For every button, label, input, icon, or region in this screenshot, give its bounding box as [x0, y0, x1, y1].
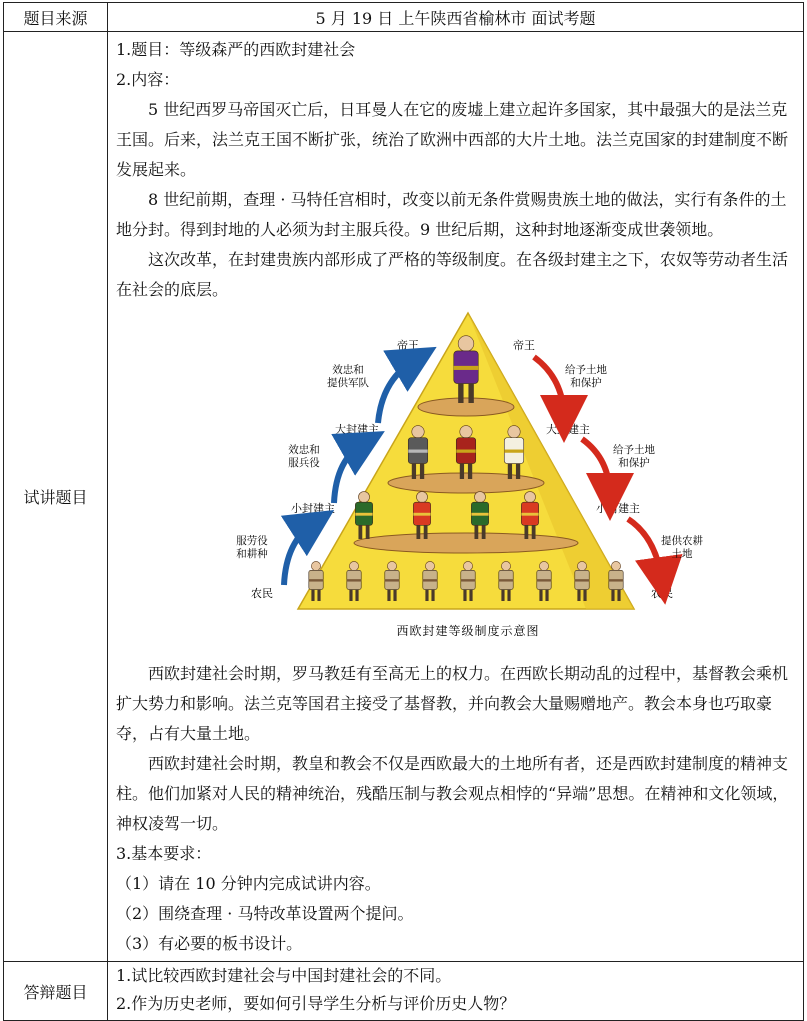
left-small-lord-label: 小封建主 — [291, 503, 335, 515]
paragraph-5: 西欧封建社会时期，教皇和教会不仅是西欧最大的土地所有者，还是西欧封建制度的精神支柱。他们加紧对人民的精神统治，残酷压制与教会观点相悖的“异端”思想。在精神和文化领域，神权凌驾一切。 — [116, 754, 789, 833]
left-great-lord-label: 大封建主 — [335, 424, 379, 436]
requirements-heading: 3.基本要求： — [116, 844, 212, 863]
left-arrow-1-text-b: 提供军队 — [327, 377, 369, 389]
left-arrow-1-text-a: 效忠和 — [332, 364, 364, 376]
defense-question-2: 2.作为历史老师，要如何引导学生分析与评价历史人物？ — [116, 994, 516, 1013]
left-arrow-2-text-b: 服兵役 — [288, 457, 320, 469]
right-great-lord-label: 大封建主 — [546, 424, 590, 436]
left-arrow-3-text-b: 和耕种 — [236, 548, 268, 560]
right-arrow-2 — [582, 439, 610, 497]
paragraph-1: 5 世纪西罗马帝国灭亡后，日耳曼人在它的废墟上建立起许多国家，其中最强大的是法兰克王国。后来，法兰克王国不断扩张，统治了欧洲中西部的大片土地。法兰克国家的封建制度不断发展起来。 — [116, 100, 789, 179]
right-arrow-3-text-b: 土地 — [671, 548, 693, 560]
source-value: 5 月 19 日 上午陕西省榆林市 面试考题 — [108, 3, 804, 32]
hierarchy-diagram — [116, 309, 796, 659]
right-arrow-3-text-a: 提供农耕 — [661, 535, 703, 547]
paragraph-2: 8 世纪前期，查理 · 马特任宫相时，改变以前无条件赏赐贵族土地的做法，实行有条件的土地分封。得到封地的人必须为封主服兵役。9 世纪后期，这种封地逐渐变成世袭领地。 — [116, 190, 787, 239]
right-arrow-1 — [534, 357, 564, 419]
right-peasant-label: 农民 — [651, 588, 673, 600]
left-peasant-label: 农民 — [251, 588, 273, 600]
paragraph-3: 这次改革，在封建贵族内部形成了严格的等级制度。在各级封建主之下，农奴等劳动者生活在社会的底层。 — [116, 250, 789, 299]
defense-question-1: 1.试比较西欧封建社会与中国封建社会的不同。 — [116, 966, 452, 985]
left-arrow-2-text-a: 效忠和 — [288, 444, 320, 456]
great-lord-platform — [388, 473, 544, 493]
right-arrow-2-text-b: 和保护 — [618, 457, 650, 469]
header-row — [4, 3, 804, 32]
defense-content — [108, 962, 804, 1021]
source-label: 题目来源 — [4, 3, 108, 32]
lecture-title: 1.题目：等级森严的西欧封建社会 — [116, 40, 356, 59]
right-king-label: 帝王 — [513, 340, 535, 352]
lecture-row — [4, 32, 804, 962]
hierarchy-figure — [116, 309, 793, 659]
left-arrow-3-text-a: 服劳役 — [236, 535, 268, 547]
lecture-content — [108, 32, 804, 962]
right-arrow-1-text-a: 给予土地 — [565, 364, 607, 376]
defense-label: 答辩题目 — [4, 962, 108, 1021]
requirement-3: （3）有必要的板书设计。 — [116, 934, 303, 953]
paragraph-4: 西欧封建社会时期，罗马教廷有至高无上的权力。在西欧长期动乱的过程中，基督教会乘机扩大势力和影响。法兰克等国君主接受了基督教，并向教会大量赐赠地产。教会本身也巧取豪夺，占有大量土地。 — [116, 664, 789, 743]
right-arrow-2-text-a: 给予土地 — [613, 444, 655, 456]
lecture-label: 试讲题目 — [4, 32, 108, 962]
king-platform — [418, 398, 514, 416]
exam-table — [3, 2, 804, 1021]
requirement-1: （1）请在 10 分钟内完成试讲内容。 — [116, 874, 381, 893]
content-heading: 2.内容： — [116, 70, 180, 89]
requirement-2: （2）围绕查理 · 马特改革设置两个提问。 — [116, 904, 414, 923]
right-arrow-1-text-b: 和保护 — [570, 377, 602, 389]
right-arrow-3 — [628, 519, 662, 581]
defense-row — [4, 962, 804, 1021]
right-small-lord-label: 小封建主 — [596, 503, 640, 515]
left-king-label: 帝王 — [397, 340, 419, 352]
small-lord-platform — [354, 533, 578, 553]
figure-caption: 西欧封建等级制度示意图 — [396, 624, 540, 638]
